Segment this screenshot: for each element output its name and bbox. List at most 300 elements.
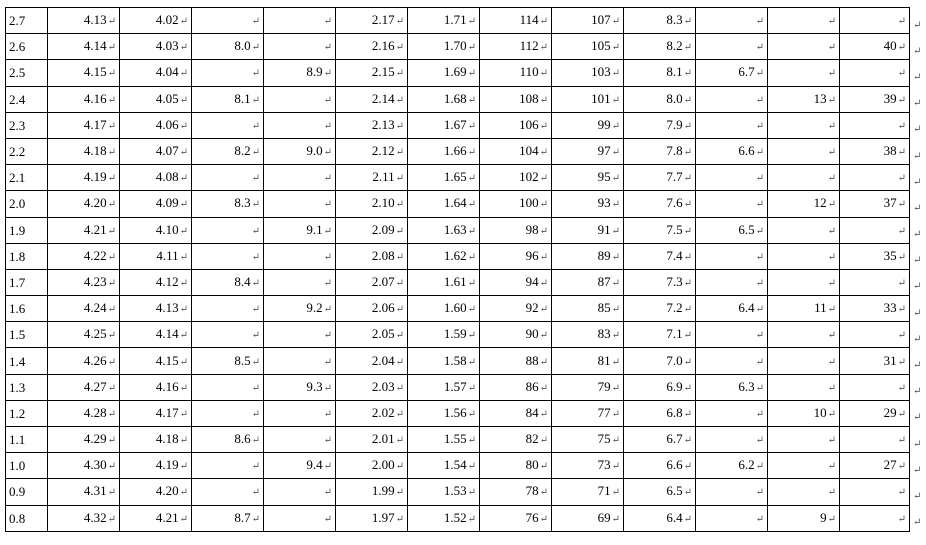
paragraph-mark-icon: ↵	[539, 487, 548, 499]
cell-value: 4.16	[155, 378, 179, 394]
table-cell	[6, 8, 48, 34]
table-cell	[840, 505, 910, 531]
paragraph-mark-icon: ↵	[827, 277, 836, 289]
row-end-mark-icon: ↵	[913, 176, 922, 188]
table-cell	[336, 400, 408, 426]
cell-value: 4.18	[155, 431, 179, 447]
cell-value: 90	[525, 326, 539, 342]
paragraph-mark-icon: ↵	[897, 68, 906, 80]
paragraph-mark-icon: ↵	[107, 147, 116, 159]
table-cell	[192, 217, 264, 243]
cell-value: 1.60	[443, 300, 467, 316]
row-end-mark-icon: ↵	[913, 360, 922, 372]
table-cell	[624, 60, 696, 86]
cell-value: 76	[525, 509, 539, 525]
table-cell	[264, 322, 336, 348]
table-cell	[408, 86, 480, 112]
cell-value: 1.54	[443, 457, 467, 473]
table-cell	[120, 269, 192, 295]
paragraph-mark-icon: ↵	[251, 251, 260, 263]
cell-value: 1.97	[371, 509, 395, 525]
paragraph-mark-icon: ↵	[755, 147, 764, 159]
table-cell	[696, 269, 768, 295]
table-cell	[624, 505, 696, 531]
table-cell	[840, 348, 910, 374]
table-cell	[264, 34, 336, 60]
paragraph-mark-icon: ↵	[827, 68, 836, 80]
table-cell	[408, 374, 480, 400]
paragraph-mark-icon: ↵	[827, 408, 836, 420]
table-row	[6, 8, 910, 34]
table-cell	[264, 165, 336, 191]
cell-value: 1.0	[9, 458, 26, 474]
table-cell	[552, 112, 624, 138]
cell-value: 8.1	[666, 64, 683, 80]
cell-value: 6.5	[666, 483, 683, 499]
cell-value: 4.21	[83, 221, 107, 237]
cell-value: 82	[525, 431, 539, 447]
cell-value: 69	[597, 509, 611, 525]
table-cell	[408, 60, 480, 86]
cell-value: 8.0	[666, 90, 683, 106]
cell-value: 9.2	[306, 300, 323, 316]
paragraph-mark-icon: ↵	[467, 461, 476, 473]
paragraph-mark-icon: ↵	[323, 120, 332, 132]
table-cell	[624, 400, 696, 426]
paragraph-mark-icon: ↵	[755, 120, 764, 132]
paragraph-mark-icon: ↵	[395, 435, 404, 447]
paragraph-mark-icon: ↵	[897, 225, 906, 237]
cell-value: 1.5	[9, 327, 26, 343]
paragraph-mark-icon: ↵	[539, 304, 548, 316]
table-row	[6, 191, 910, 217]
paragraph-mark-icon: ↵	[539, 199, 548, 211]
paragraph-mark-icon: ↵	[897, 173, 906, 185]
paragraph-mark-icon: ↵	[251, 94, 260, 106]
paragraph-mark-icon: ↵	[251, 120, 260, 132]
paragraph-mark-icon: ↵	[611, 199, 620, 211]
cell-value: 4.32	[83, 509, 107, 525]
cell-value: 4.09	[155, 195, 179, 211]
table-cell	[840, 453, 910, 479]
table-cell	[264, 453, 336, 479]
cell-value: 1.68	[443, 90, 467, 106]
table-row	[6, 505, 910, 531]
table-row	[6, 269, 910, 295]
table-cell	[552, 269, 624, 295]
paragraph-mark-icon: ↵	[683, 304, 692, 316]
paragraph-mark-icon: ↵	[611, 173, 620, 185]
cell-value: 8.6	[234, 431, 251, 447]
table-cell	[336, 296, 408, 322]
table-cell	[624, 296, 696, 322]
table-cell	[264, 191, 336, 217]
paragraph-mark-icon: ↵	[467, 94, 476, 106]
paragraph-mark-icon: ↵	[755, 16, 764, 28]
paragraph-mark-icon: ↵	[755, 277, 764, 289]
table-cell	[6, 217, 48, 243]
paragraph-mark-icon: ↵	[467, 330, 476, 342]
paragraph-mark-icon: ↵	[611, 147, 620, 159]
cell-value: 7.7	[666, 169, 683, 185]
table-cell	[6, 322, 48, 348]
cell-value: 97	[597, 143, 611, 159]
table-cell	[840, 217, 910, 243]
cell-value: 4.15	[155, 352, 179, 368]
table-cell	[624, 479, 696, 505]
table-cell	[840, 296, 910, 322]
table-cell	[48, 165, 120, 191]
table-cell	[408, 217, 480, 243]
paragraph-mark-icon: ↵	[755, 408, 764, 420]
paragraph-mark-icon: ↵	[107, 513, 116, 525]
table-cell	[6, 191, 48, 217]
cell-value: 7.0	[666, 352, 683, 368]
paragraph-mark-icon: ↵	[395, 42, 404, 54]
cell-value: 40	[883, 38, 897, 54]
cell-value: 4.20	[155, 483, 179, 499]
paragraph-mark-icon: ↵	[683, 435, 692, 447]
table-cell	[264, 479, 336, 505]
cell-value: 1.67	[443, 116, 467, 132]
table-cell	[120, 374, 192, 400]
table-cell	[48, 400, 120, 426]
paragraph-mark-icon: ↵	[827, 199, 836, 211]
cell-value: 4.31	[83, 483, 107, 499]
table-cell	[624, 165, 696, 191]
cell-value: 4.12	[155, 273, 179, 289]
table-cell	[336, 243, 408, 269]
paragraph-mark-icon: ↵	[683, 408, 692, 420]
table-cell	[408, 191, 480, 217]
table-cell	[6, 427, 48, 453]
paragraph-mark-icon: ↵	[683, 330, 692, 342]
paragraph-mark-icon: ↵	[467, 408, 476, 420]
paragraph-mark-icon: ↵	[395, 461, 404, 473]
paragraph-mark-icon: ↵	[539, 16, 548, 28]
paragraph-mark-icon: ↵	[467, 304, 476, 316]
paragraph-mark-icon: ↵	[107, 330, 116, 342]
cell-value: 2.15	[371, 64, 395, 80]
table-cell	[6, 348, 48, 374]
cell-value: 4.19	[155, 457, 179, 473]
cell-value: 4.07	[155, 143, 179, 159]
table-cell	[192, 296, 264, 322]
paragraph-mark-icon: ↵	[539, 251, 548, 263]
table-cell	[6, 400, 48, 426]
paragraph-mark-icon: ↵	[395, 382, 404, 394]
cell-value: 4.24	[83, 300, 107, 316]
table-cell	[6, 165, 48, 191]
table-cell	[480, 138, 552, 164]
cell-value: 4.16	[83, 90, 107, 106]
row-end-mark-icon: ↵	[913, 229, 922, 241]
table-cell	[552, 191, 624, 217]
paragraph-mark-icon: ↵	[611, 16, 620, 28]
table-cell	[264, 269, 336, 295]
cell-value: 6.9	[666, 378, 683, 394]
table-cell	[408, 269, 480, 295]
paragraph-mark-icon: ↵	[683, 225, 692, 237]
table-cell	[552, 505, 624, 531]
paragraph-mark-icon: ↵	[897, 16, 906, 28]
table-cell	[6, 505, 48, 531]
paragraph-mark-icon: ↵	[467, 251, 476, 263]
cell-value: 4.21	[155, 509, 179, 525]
paragraph-mark-icon: ↵	[827, 487, 836, 499]
paragraph-mark-icon: ↵	[755, 68, 764, 80]
paragraph-mark-icon: ↵	[107, 199, 116, 211]
cell-value: 10	[813, 404, 827, 420]
table-cell	[120, 112, 192, 138]
paragraph-mark-icon: ↵	[611, 251, 620, 263]
paragraph-mark-icon: ↵	[539, 408, 548, 420]
table-cell	[696, 8, 768, 34]
paragraph-mark-icon: ↵	[467, 120, 476, 132]
cell-value: 39	[883, 90, 897, 106]
cell-value: 88	[525, 352, 539, 368]
table-cell	[768, 34, 840, 60]
paragraph-mark-icon: ↵	[179, 382, 188, 394]
paragraph-mark-icon: ↵	[897, 147, 906, 159]
table-cell	[624, 217, 696, 243]
table-cell	[264, 427, 336, 453]
row-end-mark-icon: ↵	[913, 307, 922, 319]
table-cell	[192, 348, 264, 374]
table-cell	[48, 60, 120, 86]
paragraph-mark-icon: ↵	[323, 435, 332, 447]
paragraph-mark-icon: ↵	[827, 147, 836, 159]
paragraph-mark-icon: ↵	[107, 304, 116, 316]
table-cell	[120, 217, 192, 243]
cell-value: 105	[591, 38, 611, 54]
paragraph-mark-icon: ↵	[755, 487, 764, 499]
table-cell	[192, 243, 264, 269]
table-cell	[840, 8, 910, 34]
paragraph-mark-icon: ↵	[755, 42, 764, 54]
table-cell	[120, 322, 192, 348]
table-cell	[120, 165, 192, 191]
table-cell	[840, 427, 910, 453]
paragraph-mark-icon: ↵	[395, 147, 404, 159]
cell-value: 8.7	[234, 509, 251, 525]
cell-value: 114	[519, 12, 539, 28]
cell-value: 6.6	[666, 457, 683, 473]
paragraph-mark-icon: ↵	[395, 277, 404, 289]
cell-value: 8.1	[234, 90, 251, 106]
cell-value: 8.3	[234, 195, 251, 211]
paragraph-mark-icon: ↵	[323, 94, 332, 106]
table-cell	[480, 453, 552, 479]
cell-value: 96	[525, 247, 539, 263]
paragraph-mark-icon: ↵	[179, 42, 188, 54]
paragraph-mark-icon: ↵	[251, 513, 260, 525]
paragraph-mark-icon: ↵	[611, 120, 620, 132]
table-cell	[768, 112, 840, 138]
cell-value: 7.9	[666, 116, 683, 132]
table-row	[6, 243, 910, 269]
cell-value: 7.8	[666, 143, 683, 159]
cell-value: 6.4	[666, 509, 683, 525]
paragraph-mark-icon: ↵	[107, 225, 116, 237]
paragraph-mark-icon: ↵	[827, 382, 836, 394]
paragraph-mark-icon: ↵	[539, 513, 548, 525]
paragraph-mark-icon: ↵	[539, 68, 548, 80]
paragraph-mark-icon: ↵	[827, 42, 836, 54]
paragraph-mark-icon: ↵	[539, 461, 548, 473]
paragraph-mark-icon: ↵	[611, 304, 620, 316]
paragraph-mark-icon: ↵	[179, 487, 188, 499]
data-table	[5, 7, 910, 532]
table-cell	[120, 348, 192, 374]
paragraph-mark-icon: ↵	[395, 68, 404, 80]
cell-value: 9.4	[306, 457, 323, 473]
table-cell	[480, 400, 552, 426]
table-cell	[696, 112, 768, 138]
cell-value: 8.3	[666, 12, 683, 28]
cell-value: 12	[813, 195, 827, 211]
row-end-mark-icon: ↵	[913, 412, 922, 424]
table-cell	[552, 374, 624, 400]
cell-value: 8.4	[234, 273, 251, 289]
paragraph-mark-icon: ↵	[179, 147, 188, 159]
cell-value: 7.2	[666, 300, 683, 316]
table-cell	[696, 86, 768, 112]
paragraph-mark-icon: ↵	[179, 304, 188, 316]
paragraph-mark-icon: ↵	[323, 147, 332, 159]
table-cell	[192, 191, 264, 217]
cell-value: 1.7	[9, 274, 26, 290]
paragraph-mark-icon: ↵	[251, 487, 260, 499]
table-cell	[696, 191, 768, 217]
table-cell	[6, 269, 48, 295]
cell-value: 1.1	[9, 432, 26, 448]
table-cell	[408, 505, 480, 531]
paragraph-mark-icon: ↵	[467, 173, 476, 185]
paragraph-mark-icon: ↵	[395, 16, 404, 28]
table-cell	[192, 165, 264, 191]
paragraph-mark-icon: ↵	[251, 408, 260, 420]
paragraph-mark-icon: ↵	[179, 408, 188, 420]
paragraph-mark-icon: ↵	[467, 513, 476, 525]
table-cell	[336, 505, 408, 531]
cell-value: 6.4	[738, 300, 755, 316]
cell-value: 2.02	[371, 404, 395, 420]
table-cell	[120, 427, 192, 453]
table-cell	[696, 322, 768, 348]
paragraph-mark-icon: ↵	[539, 225, 548, 237]
table-cell	[6, 243, 48, 269]
paragraph-mark-icon: ↵	[179, 330, 188, 342]
table-cell	[624, 269, 696, 295]
paragraph-mark-icon: ↵	[827, 330, 836, 342]
table-cell	[336, 60, 408, 86]
paragraph-mark-icon: ↵	[611, 277, 620, 289]
cell-value: 1.71	[443, 12, 467, 28]
cell-value: 1.6	[9, 301, 26, 317]
paragraph-mark-icon: ↵	[755, 304, 764, 316]
paragraph-mark-icon: ↵	[611, 330, 620, 342]
paragraph-mark-icon: ↵	[683, 277, 692, 289]
cell-value: 2.06	[371, 300, 395, 316]
paragraph-mark-icon: ↵	[755, 330, 764, 342]
paragraph-mark-icon: ↵	[683, 16, 692, 28]
row-end-mark-icon: ↵	[913, 333, 922, 345]
paragraph-mark-icon: ↵	[179, 173, 188, 185]
table-cell	[48, 86, 120, 112]
cell-value: 83	[597, 326, 611, 342]
cell-value: 1.57	[443, 378, 467, 394]
paragraph-mark-icon: ↵	[251, 304, 260, 316]
paragraph-mark-icon: ↵	[251, 277, 260, 289]
cell-value: 2.7	[9, 13, 26, 29]
table-cell	[120, 243, 192, 269]
table-cell	[696, 453, 768, 479]
table-cell	[552, 243, 624, 269]
table-cell	[408, 165, 480, 191]
paragraph-mark-icon: ↵	[827, 304, 836, 316]
table-cell	[840, 243, 910, 269]
paragraph-mark-icon: ↵	[827, 461, 836, 473]
table-cell	[480, 243, 552, 269]
paragraph-mark-icon: ↵	[467, 225, 476, 237]
table-cell	[768, 400, 840, 426]
table-cell	[768, 374, 840, 400]
table-cell	[408, 322, 480, 348]
cell-value: 4.14	[155, 326, 179, 342]
paragraph-mark-icon: ↵	[467, 68, 476, 80]
paragraph-mark-icon: ↵	[107, 173, 116, 185]
paragraph-mark-icon: ↵	[395, 408, 404, 420]
table-cell	[480, 112, 552, 138]
table-cell	[48, 138, 120, 164]
table-cell	[840, 322, 910, 348]
cell-value: 4.14	[83, 38, 107, 54]
cell-value: 4.28	[83, 404, 107, 420]
cell-value: 81	[597, 352, 611, 368]
table-cell	[336, 479, 408, 505]
paragraph-mark-icon: ↵	[683, 356, 692, 368]
table-row	[6, 138, 910, 164]
cell-value: 91	[597, 221, 611, 237]
paragraph-mark-icon: ↵	[539, 173, 548, 185]
table-cell	[768, 138, 840, 164]
cell-value: 7.6	[666, 195, 683, 211]
table-cell	[6, 34, 48, 60]
table-cell	[696, 296, 768, 322]
table-cell	[408, 400, 480, 426]
table-cell	[768, 191, 840, 217]
table-row	[6, 34, 910, 60]
paragraph-mark-icon: ↵	[251, 68, 260, 80]
table-cell	[336, 269, 408, 295]
paragraph-mark-icon: ↵	[323, 461, 332, 473]
cell-value: 79	[597, 378, 611, 394]
paragraph-mark-icon: ↵	[683, 461, 692, 473]
table-cell	[552, 165, 624, 191]
paragraph-mark-icon: ↵	[395, 251, 404, 263]
table-cell	[6, 479, 48, 505]
table-cell	[696, 479, 768, 505]
table-row	[6, 165, 910, 191]
table-cell	[6, 60, 48, 86]
table-cell	[336, 165, 408, 191]
cell-value: 110	[519, 64, 539, 80]
paragraph-mark-icon: ↵	[611, 42, 620, 54]
cell-value: 4.18	[83, 143, 107, 159]
table-row	[6, 296, 910, 322]
table-cell	[696, 34, 768, 60]
